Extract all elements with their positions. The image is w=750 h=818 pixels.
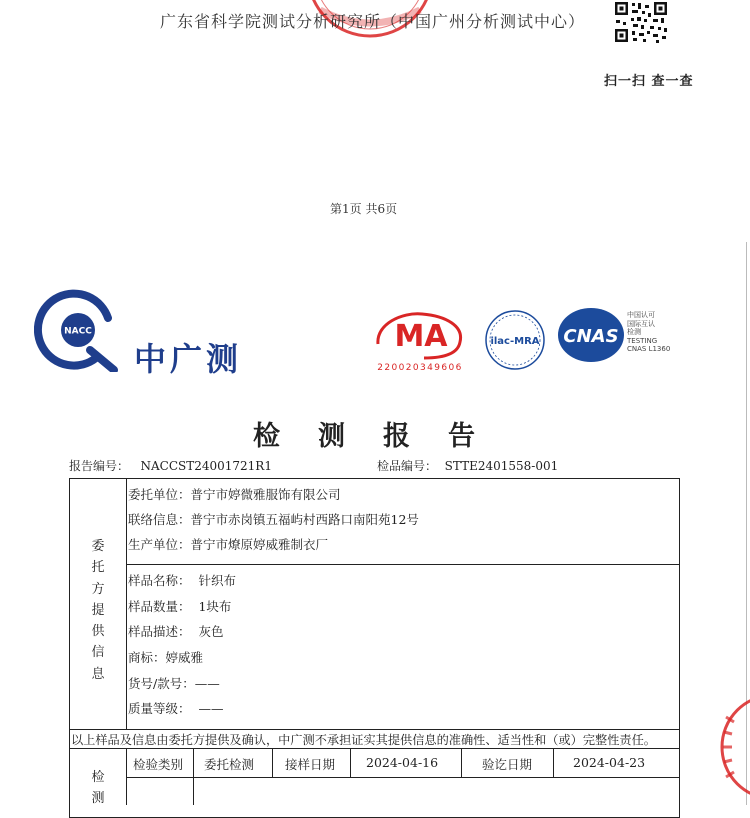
scan-verify-label: 扫一扫 查一查 xyxy=(604,74,694,89)
cnas-accreditation-text: 中国认可 国际互认 检测 TESTING CNAS L1360 xyxy=(627,311,671,354)
table-divider xyxy=(553,748,554,777)
receive-date-label: 接样日期 xyxy=(285,757,336,772)
table-divider xyxy=(126,748,127,805)
table-divider xyxy=(69,729,680,730)
field-label: 生产单位： xyxy=(128,537,191,552)
sample-quantity-row xyxy=(128,597,231,615)
field-value: —— xyxy=(198,701,224,716)
inspection-type-label: 检验类别 xyxy=(133,757,184,772)
field-value: 普宁市赤岗镇五福屿村西路口南阳苑12号 xyxy=(190,512,419,527)
table-divider xyxy=(272,748,273,777)
field-label: 样品描述： xyxy=(128,624,191,639)
field-value: 灰色 xyxy=(198,624,224,639)
field-label: 样品数量： xyxy=(128,599,191,614)
client-unit-row xyxy=(128,485,341,503)
field-label: 联络信息： xyxy=(128,512,191,527)
field-value: 针织布 xyxy=(198,573,236,588)
cma-mark-icon xyxy=(372,308,468,374)
disclaimer-text: 以上样品及信息由委托方提供及确认，中广测不承担证实其提供信息的准确性、适当性和（或）完整性责任。 xyxy=(71,733,656,747)
sample-number-value: STTE2401558-001 xyxy=(444,459,559,473)
field-value: 普宁市婷微雅服饰有限公司 xyxy=(190,487,341,502)
sample-name-row xyxy=(128,571,236,589)
finish-date-value: 2024-04-23 xyxy=(573,755,646,770)
quality-grade-row xyxy=(128,699,223,717)
report-number-value: NACCST24001721R1 xyxy=(140,459,272,473)
page-number: 第1页 共6页 xyxy=(330,202,398,216)
field-value: 1块布 xyxy=(198,599,232,614)
sample-number xyxy=(377,457,558,474)
table-divider xyxy=(69,748,680,749)
logo-badge-text: NACC xyxy=(64,326,92,337)
item-number-row xyxy=(128,674,220,692)
nacc-logo-icon xyxy=(34,288,118,372)
inspection-section-label: 检测 xyxy=(91,770,105,807)
table-divider xyxy=(126,478,127,730)
report-number xyxy=(69,457,272,474)
report-title: 检测报告 xyxy=(253,421,513,452)
contact-info-row xyxy=(128,510,419,528)
field-label: 样品名称： xyxy=(128,573,191,588)
svg-text:MA: MA xyxy=(394,319,448,354)
sample-number-label: 检品编号： xyxy=(377,459,438,473)
sample-description-row xyxy=(128,622,223,640)
table-divider xyxy=(350,748,351,777)
cnas-text: CNAS xyxy=(563,326,619,347)
cnas-logo-icon xyxy=(556,306,626,364)
qr-code[interactable] xyxy=(612,0,670,44)
field-label: 委托单位： xyxy=(128,487,191,502)
inspection-type-value: 委托检测 xyxy=(204,757,255,772)
receive-date-value: 2024-04-16 xyxy=(366,755,439,770)
report-number-label: 报告编号： xyxy=(69,459,130,473)
cma-code: 220020349606 xyxy=(377,363,463,373)
field-label: 货号/款号： xyxy=(128,676,195,691)
client-info-section-label: 委托方提供信息 xyxy=(91,539,105,682)
table-divider xyxy=(126,777,680,778)
ilac-mra-icon xyxy=(483,309,547,371)
field-label: 质量等级： xyxy=(128,701,191,716)
brand-name: 中广测 xyxy=(134,340,243,378)
table-divider xyxy=(193,748,194,805)
field-label: 商标： xyxy=(128,650,166,665)
field-value: —— xyxy=(194,676,220,691)
edge-seal-stamp xyxy=(712,692,750,802)
field-value: 婷威雅 xyxy=(165,650,204,665)
table-divider xyxy=(126,564,680,565)
manufacturer-row xyxy=(128,535,328,553)
finish-date-label: 验讫日期 xyxy=(482,757,533,772)
table-divider xyxy=(461,748,462,777)
field-value: 普宁市燎原婷威雅制衣厂 xyxy=(190,537,329,552)
trademark-row xyxy=(128,648,203,666)
lab-name-line: 广东省科学院测试分析研究所（中国广州分析测试中心） xyxy=(160,12,586,31)
ilac-text: ilac-MRA xyxy=(490,336,540,347)
